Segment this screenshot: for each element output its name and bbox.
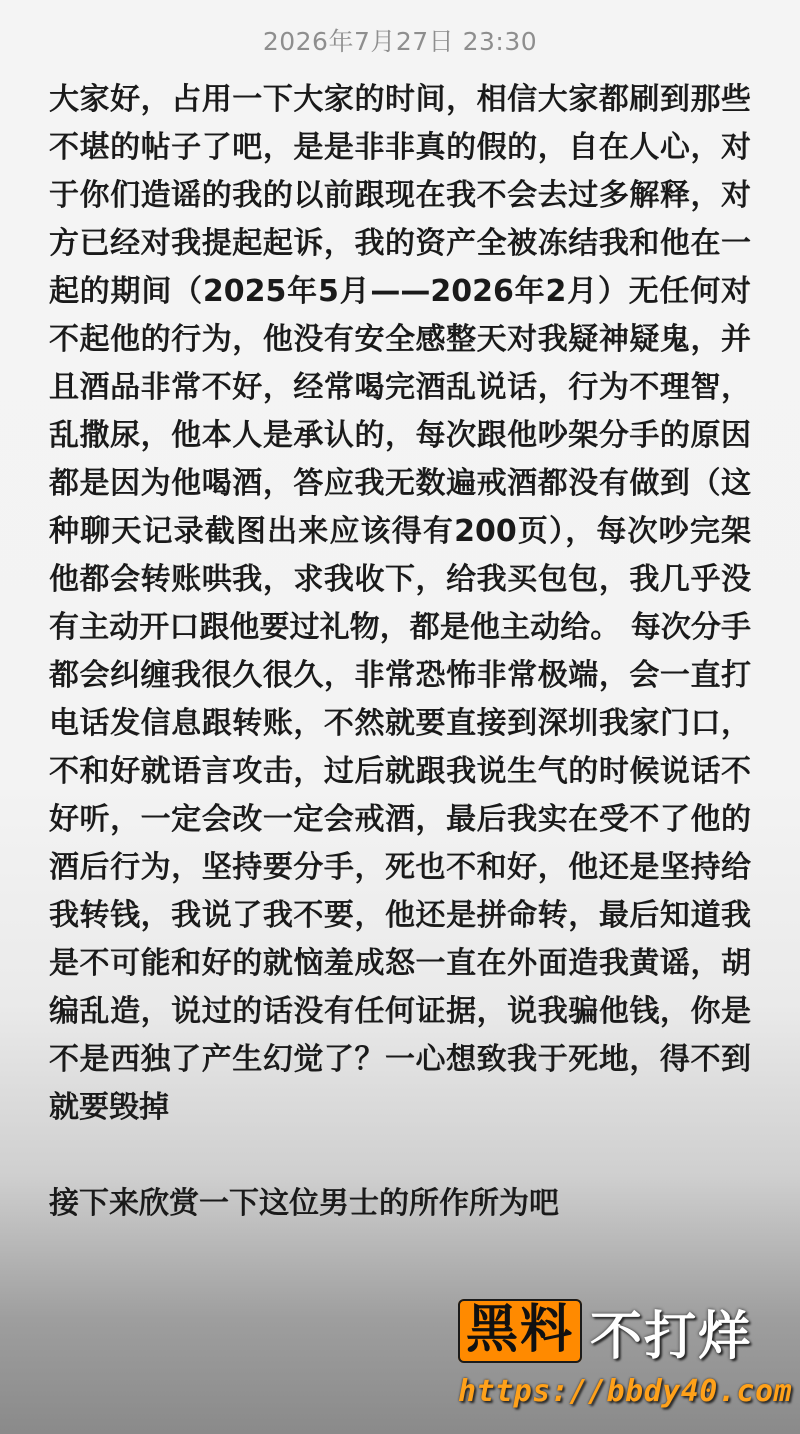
watermark-brand xyxy=(458,1298,778,1367)
watermark-brand-box-text: 黑料 xyxy=(466,1300,575,1360)
post-paragraph: 接下来欣赏一下这位男士的所作所为吧 xyxy=(49,1186,559,1221)
post-paragraph: 大家好，占用一下大家的时间，相信大家都刷到那些不堪的帖子了吧，是是非非真的假的，自在人心，对于你们造谣的我的以前跟现在我不会去过多解释，对方已经对我提起起诉，我的资产全被冻结我和他在一起的期间（2025年5月——2026年2月）无任何对不起他的行为，他没有安全感整天对我疑神疑鬼，并且酒品非常不好，经常喝完酒乱说话，行为不理智，乱撒尿，他本人是承认的，每次跟他吵架分手的原因都是因为他喝酒，答应我无数遍戒酒都没有做到（这种聊天记录截图出来应该得有200页），每次吵完架他都会转账哄我，求我收下，给我买包包，我几乎没有主动开口跟他要过礼物，都是他主动给。 每次分手都会纠缠我很久很久，非常恐怖非常极端，会一直打电话发信息跟转账，不然就要直接到深圳我家门口，不和好就语言攻击，过后就跟我说生气的时候说话不好听，一定会改一定会戒酒，最后我实在受不了他的酒后行为，坚持要分手，死也不和好，他还是坚持给我转钱，我说了我不要，他还是拼命转，最后知道我是不可能和好的就恼羞成怒一直在外面造我黄谣，胡编乱造，说过的话没有任何证据，说我骗他钱，你是不是西独了产生幻觉了？一心想致我于死地，得不到就要毁掉 xyxy=(49,82,751,1125)
watermark-logo xyxy=(458,1298,793,1418)
watermark-url: https://bbdy40.com xyxy=(458,1374,793,1409)
watermark-brand-text: 不打烊 xyxy=(590,1306,753,1367)
watermark-brand-box xyxy=(458,1299,582,1363)
post-body xyxy=(49,76,751,1228)
post-timestamp: 2026年7月27日 23:30 xyxy=(262,27,538,56)
